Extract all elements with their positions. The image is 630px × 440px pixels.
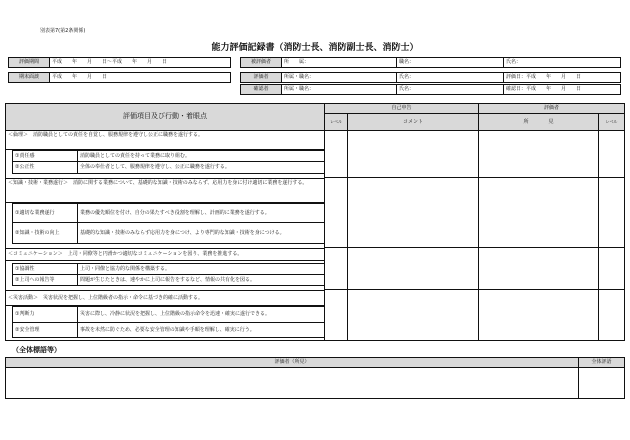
item-name: ②公正性 (12, 161, 78, 174)
period-label: 評価期間 (8, 57, 50, 68)
evaluatee-dept[interactable]: 所 属： (281, 57, 397, 68)
evaluator-opinion-input[interactable] (5, 367, 579, 399)
page-title: 能力評価記録書（消防士長、消防副士長、消防士） (211, 43, 419, 53)
evaluator-header: 評価者 (478, 103, 625, 114)
category-heading: ＜コミュニケーション＞ 上司・同僚等と円滑かつ適切なコミュニケーションを図り、業務を推進する。 (5, 248, 325, 261)
category-heading: ＜倫理＞ 消防職員としての責任を自覚し、服務規律を遵守し公正に職務を遂行する。 (5, 130, 325, 150)
items-header: 評価項目及び行動・着眼点 (5, 103, 325, 131)
evaluatee-rank[interactable]: 職名： (396, 57, 504, 68)
comment-header: コメント (347, 113, 479, 131)
evaluator-name[interactable]: 氏名： (396, 72, 504, 83)
evaluator-opinion-column[interactable] (478, 130, 599, 341)
item-name: ②上司への報告等 (12, 274, 78, 286)
evaluator-dept[interactable]: 所属・職名： (281, 72, 397, 83)
item-description: 全体の奉仕者として、服務規律を遵守し、公正に職務を遂行する。 (77, 161, 325, 174)
self-level-column[interactable] (324, 130, 348, 341)
category-heading: ＜知識・技術・業務遂行＞ 消防に関する業務について、基礎的な知識・技術のみならず、応用力を身に付け適切に業務を遂行する。 (5, 178, 325, 203)
overall-rating-header: 全体評語 (578, 357, 625, 368)
item-description: 事故を未然に防ぐため、必要な安全管理の知識や手順を理解し、確実に行う。 (77, 322, 325, 338)
item-name: ①協調性 (12, 263, 78, 275)
item-name: ②知識・技術の向上 (12, 222, 78, 244)
evaluatee-label: 被評価者 (240, 57, 282, 68)
item-description: 業務の優先順位を付け、自分の果たすべき役割を理解し、計画的に業務を遂行する。 (77, 203, 325, 223)
item-name: ②安全管理 (12, 322, 78, 338)
self-comment-column[interactable] (347, 130, 479, 341)
item-name: ①責任感 (12, 150, 78, 162)
item-name: ①判断力 (12, 306, 78, 323)
interview-date-value[interactable]: 平成 年 月 日 (49, 72, 231, 83)
evaluator-level-header: レベル (598, 113, 625, 131)
period-value[interactable]: 平成 年 月 日〜平成 年 月 日 (49, 57, 231, 68)
self-report-header: 自己申告 (324, 103, 479, 114)
confirmer-name[interactable]: 氏名： (396, 84, 504, 95)
item-description: 災害に際し、冷静に状況を把握し、上位階級の指示命令を迅速・確実に遂行できる。 (77, 306, 325, 323)
item-description: 上司・同僚と協力的な関係を構築する。 (77, 263, 325, 275)
opinion-header: 所 見 (478, 113, 599, 131)
item-name: ①適切な業務遂行 (12, 203, 78, 223)
item-description: 問題が生じたときは、速やかに上司に報告をするなど、情報の共有化を図る。 (77, 274, 325, 286)
evaluator-date[interactable]: 評価日：平成 年 月 日 (503, 72, 621, 83)
evaluator-label: 評価者 (240, 72, 282, 83)
confirmer-date[interactable]: 確認日：平成 年 月 日 (503, 84, 621, 95)
row-divider (324, 247, 625, 248)
self-level-header: レベル (324, 113, 348, 131)
overall-section-title: （全体標語等） (12, 346, 61, 354)
evaluator-level-column[interactable] (598, 130, 625, 341)
item-description: 基礎的な知識・技術のみならず応用力を身につけ、より専門的な知識・技術を身につける。 (77, 222, 325, 244)
evaluatee-name[interactable]: 氏名： (503, 57, 621, 68)
row-divider (324, 289, 625, 290)
form-number: 別表第7(第2条関係) (40, 28, 86, 34)
item-description: 消防職員としての責任を持って業務に取り組む。 (77, 150, 325, 162)
overall-rating-input[interactable] (578, 367, 625, 399)
confirmer-dept[interactable]: 所属・職名： (281, 84, 397, 95)
evaluator-opinion-header: 評価者（所見） (5, 357, 579, 368)
confirmer-label: 確認者 (240, 84, 282, 95)
category-heading: ＜災害活動＞ 災害状況を把握し、上位階級者の指示・命令に基づき的確に活動する。 (5, 290, 325, 306)
interview-date-label: 期末面談 (8, 72, 50, 83)
row-divider (324, 177, 625, 178)
